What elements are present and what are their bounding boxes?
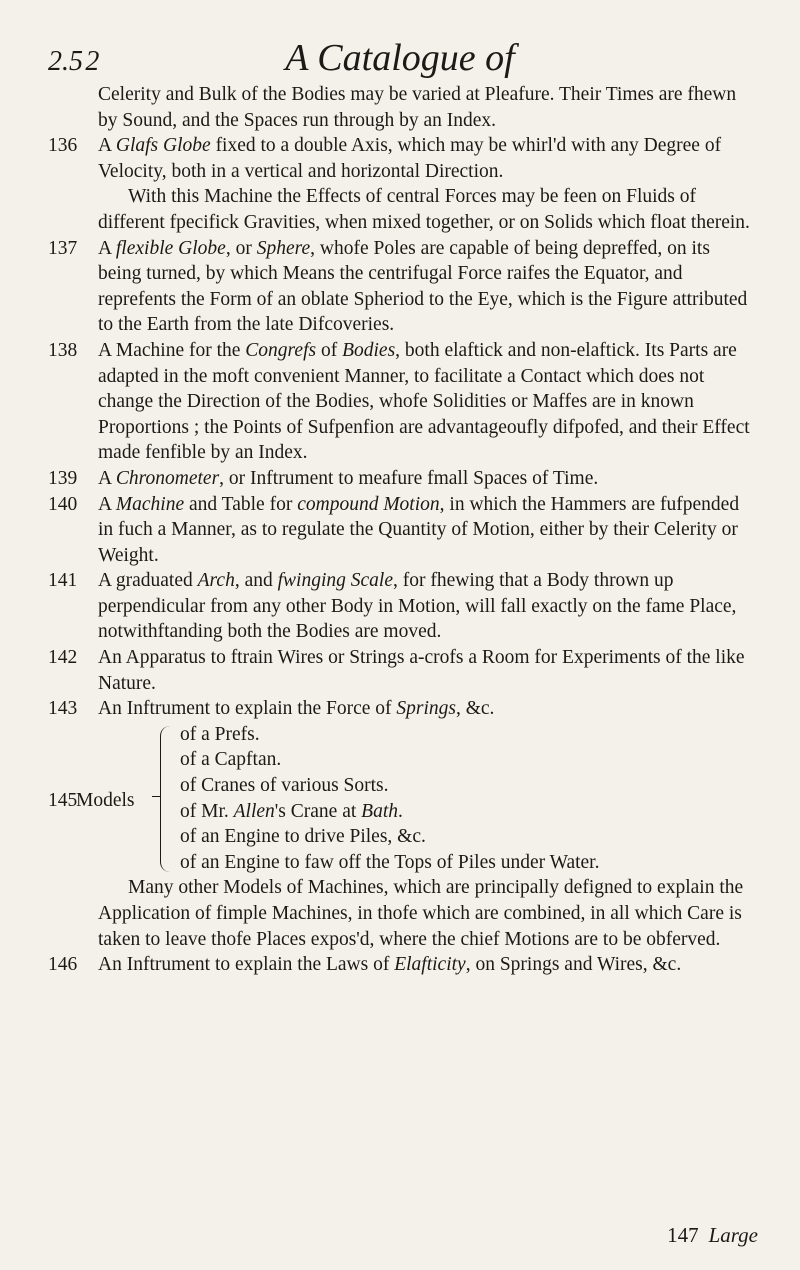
entry-title: Springs — [396, 698, 456, 720]
entry-text: A — [98, 237, 116, 259]
entry-text: , for fhewing that a Body thrown up perpendicular from any other Body in Motion, will fall exactly on the fame Place, notwithftanding both the Bodies are moved. — [98, 570, 737, 643]
entry-number: 143 — [48, 698, 78, 720]
entry-title: fwinging Scale — [277, 570, 393, 592]
entry-title: compound Motion — [297, 493, 440, 515]
models-note — [48, 875, 758, 952]
entry-title: Machine — [115, 493, 185, 515]
entry-text: A Machine for the — [98, 339, 246, 361]
entry-text: , or Inftrument to meafure fmall Spaces of Time. — [219, 467, 599, 489]
entry-text: , in which the Hammers are fufpended in fuch a Manner, as to regulate the Quantity of Motion, either by their Celerity or Weight. — [98, 493, 740, 566]
entry-number: 138 — [48, 339, 78, 361]
entry-text: , and — [234, 570, 278, 592]
model-name: Allen — [233, 800, 275, 822]
model-item: of an Engine to drive Piles, &c. — [180, 826, 426, 848]
entry-text: An Apparatus to ftrain Wires or Strings a-crofs a Room for Experiments of the like Nature. — [98, 647, 745, 694]
catchword — [667, 1223, 758, 1248]
entry-text: , on Springs and Wires, &c. — [465, 954, 682, 976]
entry-146 — [48, 952, 758, 978]
entry-text: A graduated — [98, 570, 198, 592]
continuation-paragraph — [48, 82, 758, 133]
model-text: 's Crane at — [274, 800, 362, 822]
entry-text: and Table for — [184, 493, 298, 515]
entry-title: Arch — [197, 570, 235, 592]
entry-number: 137 — [48, 237, 78, 259]
entry-138 — [48, 338, 758, 466]
entry-number: 142 — [48, 647, 78, 669]
entry-143 — [48, 696, 758, 722]
page-body — [48, 82, 758, 978]
entry-note: With this Machine the Effects of central Forces may be feen on Fluids of different fpecifick Gravities, when mixed together, or on Solids which float therein. — [98, 186, 750, 233]
entry-number: 146 — [48, 954, 78, 976]
entry-142 — [48, 645, 758, 696]
entry-title: Sphere — [256, 237, 311, 259]
entry-number: 139 — [48, 467, 78, 489]
entry-number: 136 — [48, 135, 78, 157]
entry-text: of — [316, 339, 343, 361]
entry-text: A — [98, 467, 116, 489]
catchword-number: 147 — [667, 1223, 699, 1247]
model-item-allen — [180, 799, 758, 825]
entry-145-models — [48, 722, 758, 876]
entry-title: Chronometer — [115, 467, 220, 489]
entry-text: A — [98, 493, 116, 515]
entry-number: 140 — [48, 493, 78, 515]
model-text: of Mr. — [180, 800, 234, 822]
entry-141 — [48, 568, 758, 645]
page-number: 2.5 2 — [48, 46, 100, 77]
entry-text: , or — [225, 237, 257, 259]
entry-title: Glafs Globe — [115, 135, 211, 157]
model-item: of a Capftan. — [180, 749, 282, 771]
model-item: of a Prefs. — [180, 723, 260, 745]
entry-text: An Inftrument to explain the Force of — [98, 698, 397, 720]
entry-text: A — [98, 135, 116, 157]
brace-tip — [152, 796, 161, 798]
entry-title: flexible Globe — [115, 237, 226, 259]
model-place: Bath — [361, 800, 398, 822]
model-text: . — [398, 800, 403, 822]
entry-number: 141 — [48, 570, 78, 592]
entry-text: An Inftrument to explain the Laws of — [98, 954, 395, 976]
model-item: of an Engine to faw off the Tops of Piles under Water. — [180, 851, 600, 873]
entry-text: , both elaftick and non-elaftick. Its Parts are adapted in the moft convenient Manner, to facilitate a Contact which does not change the Direction of the Bodies, whofe Solidities or Maffes are in known Proportions ; the Points of Sufpenfion are advantageoufly difpofed, and their Effect made fenfible by an Index. — [98, 339, 750, 464]
entry-number: 145 — [48, 789, 78, 811]
entry-text: , whofe Poles are capable of being depreffed, on its being turned, by which Means the centrifugal Force raifes the Equator, and reprefents the Form of an oblate Spheriod to the Eye, which is the Figure attributed to the Earth from the late Difcoveries. — [98, 237, 748, 336]
model-item: of Cranes of various Sorts. — [180, 775, 389, 797]
entry-139 — [48, 466, 758, 492]
entry-137 — [48, 236, 758, 338]
entry-140 — [48, 492, 758, 569]
models-note-text: Many other Models of Machines, which are principally defigned to explain the Application of fimple Machines, in thofe which are combined, in all which Care is taken to leave thofe Places expos'd, where the chief Motions are to be obferved. — [98, 877, 744, 950]
entry-title: Elafticity — [394, 954, 466, 976]
entry-text: fixed to a double Axis, which may be whirl'd with any Degree of Velocity, both in a vertical and horizontal Direction. — [98, 135, 722, 182]
entry-title: Bodies — [342, 339, 396, 361]
entry-title: Congrefs — [245, 339, 317, 361]
continuation-text: Celerity and Bulk of the Bodies may be varied at Pleafure. Their Times are fhewn by Sound, and the Spaces run through by an Index. — [98, 84, 737, 131]
page-header — [0, 36, 800, 82]
entry-text: , &c. — [455, 698, 495, 720]
catchword-word: Large — [708, 1223, 758, 1247]
brace — [160, 726, 175, 872]
entry-136 — [48, 133, 758, 235]
models-label: Models — [76, 789, 135, 811]
running-title: A Catalogue of — [285, 37, 515, 79]
